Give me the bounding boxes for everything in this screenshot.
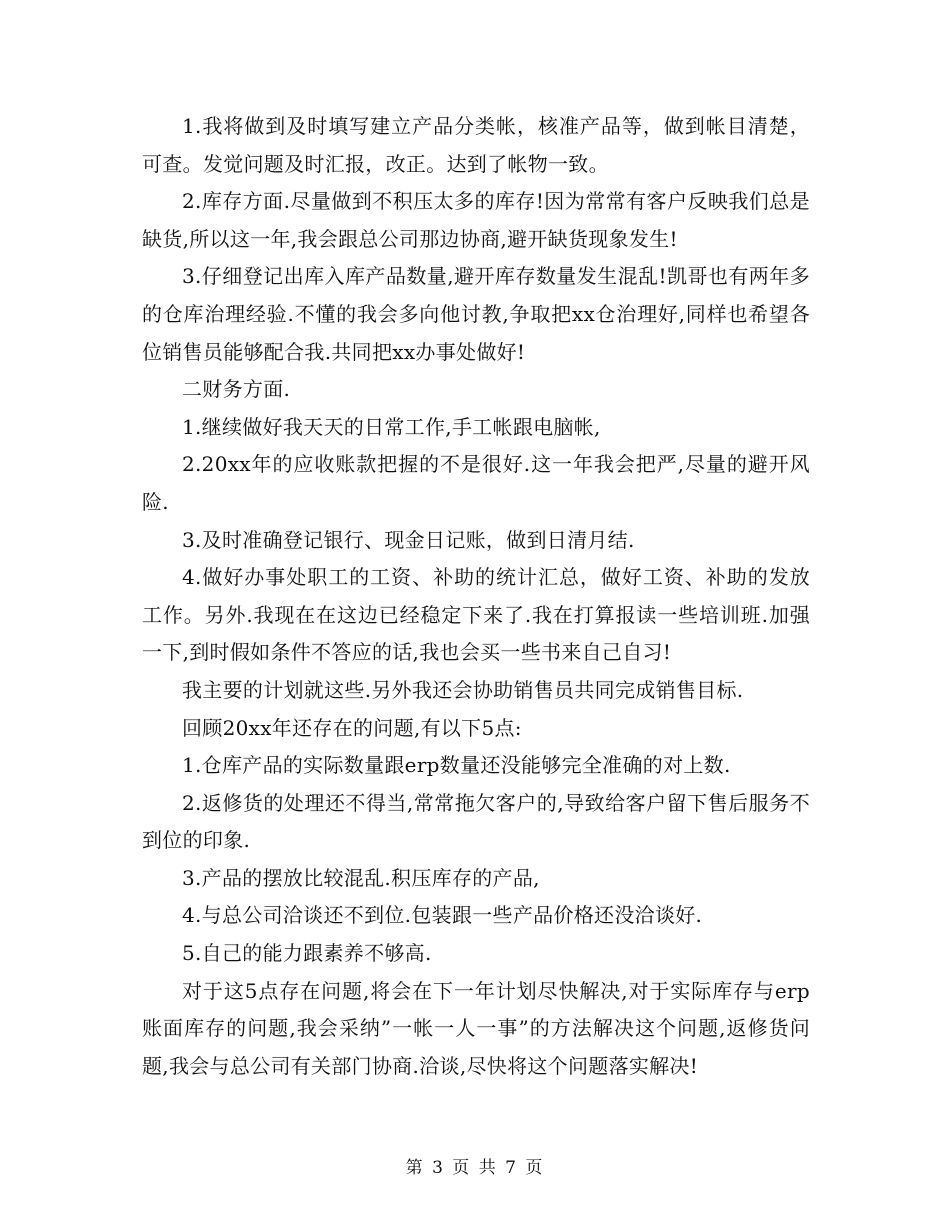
paragraph-issue-4: 4.与总公司洽谈还不到位.包装跟一些产品价格还没洽谈好. bbox=[182, 903, 703, 928]
page-number-footer: 第 3 页 共 7 页 bbox=[405, 1158, 545, 1178]
paragraph-finance-2-receivables: 2.20xx年的应收账款把握的不是很好.这一年我会把严,尽量的避开风险. bbox=[142, 452, 810, 514]
paragraph-item-1-account-setup: 1.我将做到及时填写建立产品分类帐，核准产品等，做到帐目清楚，可查。发觉问题及时汇报，改正。达到了帐物一致。 bbox=[142, 114, 810, 176]
paragraph-review-intro: 回顾20xx年还存在的问题,有以下5点: bbox=[182, 715, 522, 740]
paragraph-finance-3-journal: 3.及时准确登记银行、现金日记账，做到日清月结. bbox=[182, 527, 635, 552]
paragraph-issue-1: 1.仓库产品的实际数量跟erp数量还没能够完全准确的对上数. bbox=[182, 753, 731, 778]
paragraph-issue-3: 3.产品的摆放比较混乱.积压库存的产品, bbox=[182, 865, 540, 890]
section-heading-finance: 二财务方面. bbox=[182, 377, 291, 402]
paragraph-plan-summary: 我主要的计划就这些.另外我还会协助销售员共同完成销售目标. bbox=[182, 677, 744, 702]
paragraph-issue-5: 5.自己的能力跟素养不够高. bbox=[182, 941, 432, 966]
paragraph-item-3-stock-records: 3.仔细登记出库入库产品数量,避开库存数量发生混乱!凯哥也有两年多的仓库治理经验.不懂的我会多向他讨教,争取把xx仓治理好,同样也希望各位销售员能够配合我.共同把xx办事处做好! bbox=[142, 264, 810, 364]
paragraph-conclusion: 对于这5点存在问题,将会在下一年计划尽快解决,对于实际库存与erp账面库存的问题,我会采纳”一帐一人一事”的方法解决这个问题,返修货问题,我会与总公司有关部门协商.洽谈,尽快将这个问题落实解决! bbox=[142, 978, 810, 1078]
paragraph-finance-1-daily-work: 1.继续做好我天天的日常工作,手工帐跟电脑帐, bbox=[182, 414, 601, 439]
paragraph-finance-4-payroll: 4.做好办事处职工的工资、补助的统计汇总，做好工资、补助的发放工作。另外.我现在在这边已经稳定下来了.我在打算报读一些培训班.加强一下,到时假如条件不答应的话,我也会买一些书来自己自习! bbox=[142, 565, 810, 665]
document-body bbox=[142, 108, 810, 1085]
paragraph-issue-2: 2.返修货的处理还不得当,常常拖欠客户的,导致给客户留下售后服务不到位的印象. bbox=[142, 790, 810, 853]
paragraph-item-2-inventory: 2.库存方面.尽量做到不积压太多的库存!因为常常有客户反映我们总是缺货,所以这一年,我会跟总公司那边协商,避开缺货现象发生! bbox=[142, 189, 810, 251]
